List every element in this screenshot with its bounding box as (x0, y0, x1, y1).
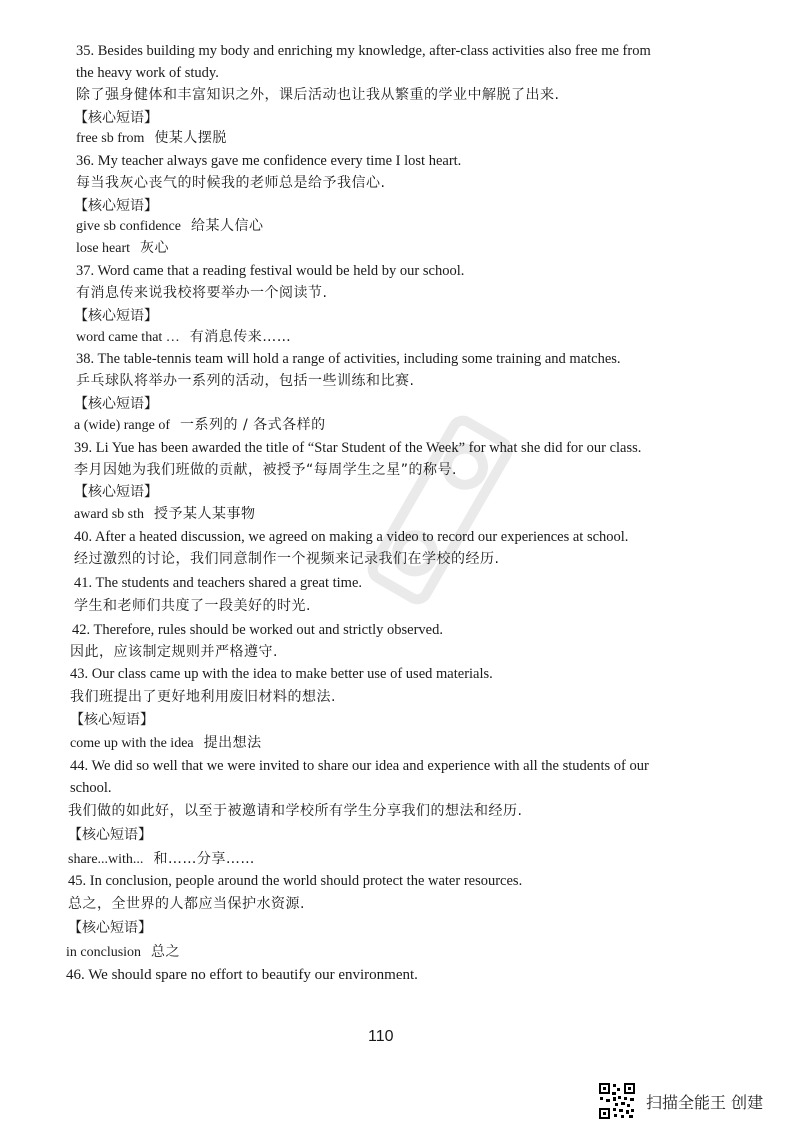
core-phrase-english: lose heart (76, 241, 131, 256)
core-phrase-chinese: 给某人信心 (190, 218, 264, 234)
core-phrase-english: give sb confidence (76, 219, 181, 234)
core-phrase-heading: 【核心短语】 (74, 396, 158, 412)
core-phrase-chinese: 和……分享…… (153, 851, 255, 867)
core-phrase-chinese: 提出想法 (203, 735, 262, 751)
qr-code-icon (598, 1082, 636, 1120)
core-phrase-english: come up with the idea (70, 736, 194, 751)
english-sentence: 40. After a heated discussion, we agreed on making a video to record our experiences at school. (74, 529, 629, 545)
english-sentence: 41. The students and teachers shared a great time. (74, 575, 363, 591)
core-phrase (76, 216, 263, 237)
english-sentence: 35. Besides building my body and enriching my knowledge, after-class activities also free me from (76, 43, 651, 59)
core-phrase-english: award sb sth (74, 507, 144, 522)
page-number: 110 (368, 1028, 394, 1045)
core-phrase-chinese: 使某人摆脱 (154, 130, 227, 146)
chinese-translation: 学生和老师们共度了一段美好的时光. (74, 598, 311, 614)
chinese-translation: 每当我灰心丧气的时候我的老师总是给予我信心. (76, 175, 386, 191)
chinese-translation: 乒乓球队将举办一系列的活动，包括一些训练和比赛. (76, 373, 415, 389)
chinese-translation: 有消息传来说我校将要举办一个阅读节. (76, 285, 328, 301)
core-phrase-heading: 【核心短语】 (74, 308, 158, 324)
chinese-translation: 我们班提出了更好地利用废旧材料的想法. (70, 689, 336, 705)
scanner-footer (598, 1082, 763, 1120)
english-sentence: 44. We did so well that we were invited to share our idea and experience with all the students of our (70, 758, 649, 774)
core-phrase-heading: 【核心短语】 (74, 484, 158, 500)
core-phrase-english: a (wide) range of (74, 418, 171, 433)
core-phrase (66, 942, 180, 963)
core-phrase-heading: 【核心短语】 (74, 198, 158, 214)
english-sentence: the heavy work of study. (76, 65, 219, 81)
core-phrase (70, 733, 262, 754)
english-sentence: 43. Our class came up with the idea to make better use of used materials. (70, 666, 493, 682)
core-phrase-chinese: 灰心 (140, 240, 170, 256)
core-phrase-chinese: 有消息传来…… (189, 329, 292, 345)
english-sentence: 37. Word came that a reading festival would be held by our school. (76, 263, 465, 279)
core-phrase (76, 327, 291, 348)
chinese-translation: 李月因她为我们班做的贡献，被授予“每周学生之星”的称号. (74, 462, 457, 478)
english-sentence: 39. Li Yue has been awarded the title of “Star Student of the Week” for what she did for our class. (74, 440, 642, 456)
core-phrase-heading: 【核心短语】 (74, 110, 158, 126)
english-sentence: 42. Therefore, rules should be worked out and strictly observed. (72, 622, 443, 638)
scanner-credit-text: 扫描全能王 创建 (646, 1092, 764, 1112)
core-phrase (76, 128, 227, 149)
english-sentence: 46. We should spare no effort to beautify our environment. (66, 967, 418, 983)
core-phrase-chinese: 授予某人某事物 (154, 506, 256, 522)
core-phrase-english: in conclusion (66, 945, 142, 960)
core-phrase-english: share...with... (68, 852, 144, 867)
core-phrase-english: word came that … (76, 330, 180, 345)
english-sentence: 45. In conclusion, people around the world should protect the water resources. (68, 873, 523, 889)
english-sentence: 38. The table-tennis team will hold a range of activities, including some training and matches. (76, 351, 621, 367)
core-phrase (74, 504, 256, 525)
chinese-translation: 除了强身健体和丰富知识之外，课后活动也让我从繁重的学业中解脱了出来. (76, 87, 560, 103)
english-sentence: 36. My teacher always gave me confidence every time I lost heart. (76, 153, 462, 169)
core-phrase-heading: 【核心短语】 (68, 827, 152, 843)
chinese-translation: 经过激烈的讨论，我们同意制作一个视频来记录我们在学校的经历. (74, 551, 500, 567)
chinese-translation: 因此，应该制定规则并严格遵守. (70, 644, 278, 660)
core-phrase-chinese: 总之 (151, 944, 181, 960)
chinese-translation: 总之，全世界的人都应当保护水资源. (68, 896, 305, 912)
core-phrase-chinese: 一系列的 / 各式各样的 (180, 417, 326, 433)
chinese-translation: 我们做的如此好，以至于被邀请和学校所有学生分享我们的想法和经历. (68, 803, 523, 819)
core-phrase (68, 849, 255, 870)
core-phrase (76, 238, 169, 259)
english-sentence: school. (70, 780, 112, 796)
core-phrase-heading: 【核心短语】 (68, 920, 152, 936)
core-phrase-heading: 【核心短语】 (70, 712, 154, 728)
core-phrase-english: free sb from (76, 131, 145, 146)
core-phrase (74, 415, 326, 436)
